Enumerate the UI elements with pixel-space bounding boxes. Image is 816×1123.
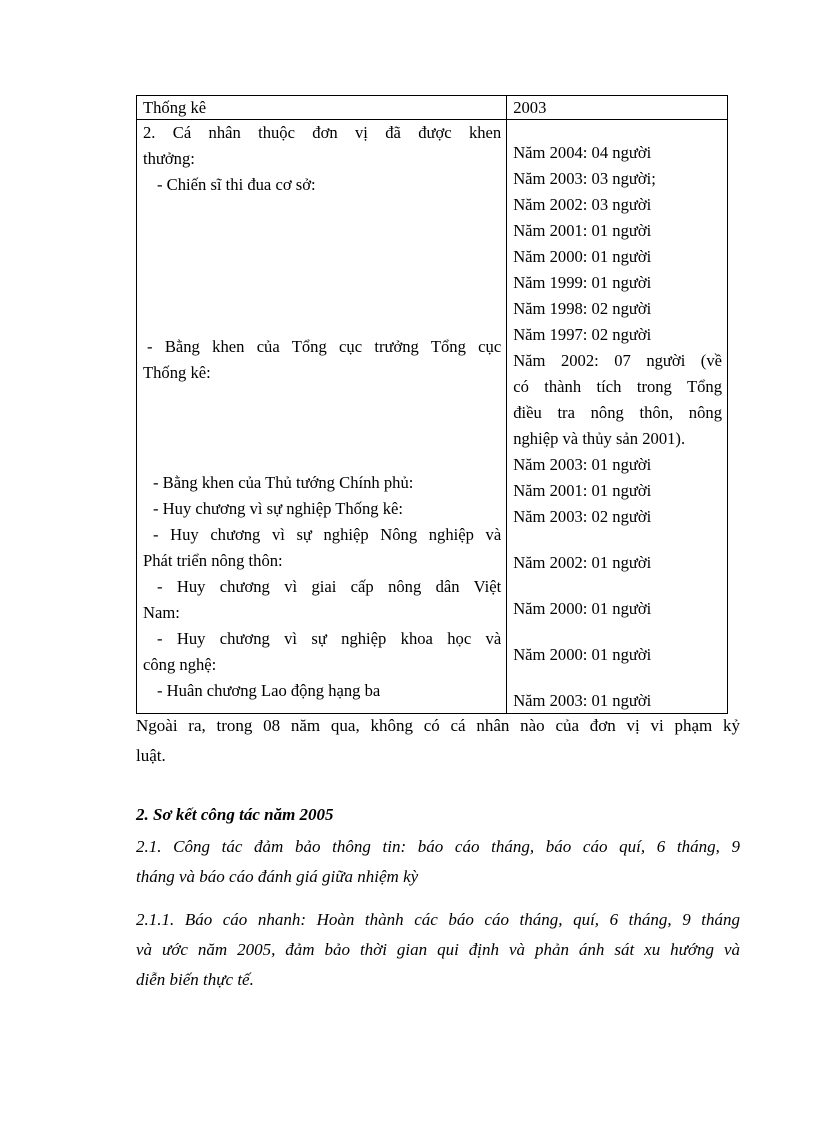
chien-si-label: - Chiến sĩ thi đua cơ sở: [157,175,316,194]
year-2002-entry: Năm 2002: 03 người [513,195,652,214]
hc-khcn-2000-entry: Năm 2000: 01 người [513,645,652,664]
year-2001-entry: Năm 2001: 01 người [513,221,652,240]
header-left-cell: Thống kê [137,96,507,120]
subsection-2-1-1-line-2: và ước năm 2005, đảm bảo thời gian qui định và phản ánh sát xu hướng và [136,940,740,959]
hc-nn-line-1: - Huy chương vì sự nghiệp Nông nghiệp và [153,525,502,544]
intro-line-2: thưởng: [143,149,195,168]
ttcp-2001-entry: Năm 2001: 01 người [513,481,652,500]
bang-khen-tc-line-1: - Bằng khen của Tổng cục trưởng Tổng cục [147,337,502,356]
bang-khen-ttcp-label: - Bằng khen của Thủ tướng Chính phủ: [153,473,414,492]
hc-nn-line-2: Phát triển nông thôn: [143,551,283,570]
subsection-2-1-1 [136,905,740,995]
subsection-2-1-1-line-3: diễn biến thực tế. [136,970,254,989]
hc-gcnd-2000-entry: Năm 2000: 01 người [513,599,652,618]
year-1998-entry: Năm 1998: 02 người [513,299,652,318]
awards-years-cell [507,120,728,714]
huan-chuong-label: - Huân chương Lao động hạng ba [157,681,381,700]
table-body-row [137,120,728,714]
bang-khen-2003-entry: Năm 2003: 01 người [513,455,652,474]
table-header-row [137,96,728,120]
after-table-paragraph [136,711,740,771]
bang-khen-entry-line-2: có thành tích trong Tổng [513,377,722,396]
bang-khen-entry-line-4: nghiệp và thủy sản 2001). [513,429,686,448]
header-right-cell: 2003 [507,96,728,120]
section-heading: 2. Sơ kết công tác năm 2005 [136,805,334,824]
year-2000-entry: Năm 2000: 01 người [513,247,652,266]
year-2004-entry: Năm 2004: 04 người [513,143,652,162]
after-table-line-2: luật. [136,746,166,765]
year-2003-entry: Năm 2003: 03 người; [513,169,656,188]
hc-thong-ke-label: - Huy chương vì sự nghiệp Thống kê: [153,499,403,518]
year-1997-entry: Năm 1997: 02 người [513,325,652,344]
hc-khcn-line-1: - Huy chương vì sự nghiệp khoa học và [157,629,502,648]
hc-khcn-line-2: công nghệ: [143,655,217,674]
intro-line-1: 2. Cá nhân thuộc đơn vị đã được khen [143,123,502,142]
subsection-2-1 [136,832,740,892]
hc-thong-ke-2003-entry: Năm 2003: 02 người [513,507,652,526]
hc-gcnd-line-1: - Huy chương vì giai cấp nông dân Việt [157,577,502,596]
after-table-line-1: Ngoài ra, trong 08 năm qua, không có cá nhân nào của đơn vị vi phạm kỷ [136,716,740,735]
subsection-2-1-line-1: 2.1. Công tác đảm bảo thông tin: báo cáo tháng, báo cáo quí, 6 tháng, 9 [136,837,740,856]
bang-khen-entry-line-3: điều tra nông thôn, nông [513,403,722,422]
subsection-2-1-line-2: tháng và báo cáo đánh giá giữa nhiệm kỳ [136,867,419,886]
subsection-2-1-1-line-1: 2.1.1. Báo cáo nhanh: Hoàn thành các báo cáo tháng, quí, 6 tháng, 9 tháng [136,910,740,929]
huan-chuong-2003-entry: Năm 2003: 01 người [513,691,652,710]
bang-khen-entry-line-1: Năm 2002: 07 người (về [513,351,722,370]
hc-gcnd-line-2: Nam: [143,603,180,622]
awards-table [136,95,728,714]
bang-khen-tc-line-2: Thống kê: [143,363,211,382]
awards-categories-cell [137,120,507,714]
hc-nn-2002-entry: Năm 2002: 01 người [513,553,652,572]
year-1999-entry: Năm 1999: 01 người [513,273,652,292]
